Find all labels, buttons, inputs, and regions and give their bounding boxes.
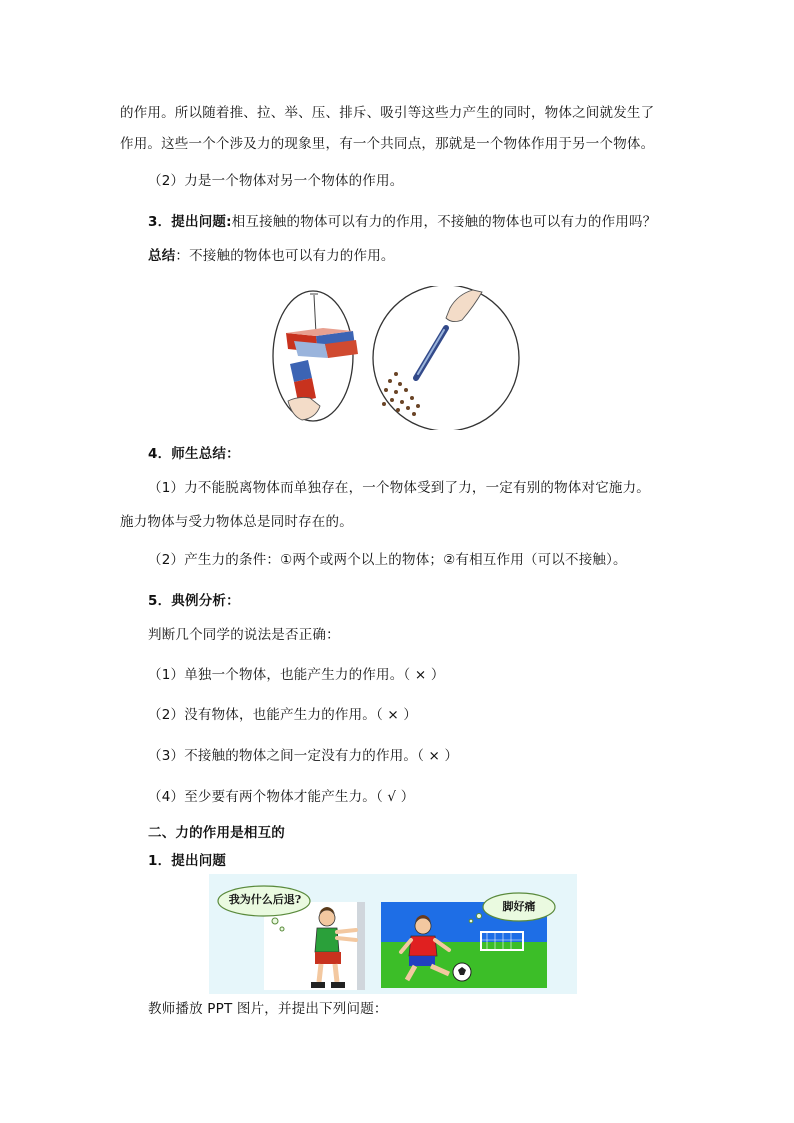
part-2-sub-heading: 1．提出问题 (148, 853, 227, 869)
section-number: 3． (148, 214, 172, 230)
section-3-question (148, 212, 656, 232)
section-5-title: 5．典例分析： (148, 593, 240, 609)
list-item: （4）至少要有两个物体才能产生力。（ √ ） (148, 789, 415, 805)
part-2-heading: 二、力的作用是相互的 (148, 825, 285, 841)
list-item: （3）不接触的物体之间一定没有力的作用。（ × ） (148, 748, 459, 764)
paragraph-line: （2）力是一个物体对另一个物体的作用。 (148, 173, 404, 189)
list-item: （2）没有物体，也能产生力的作用。（ × ） (148, 707, 418, 723)
closing-line: 教师播放 PPT 图片，并提出下列问题： (148, 1001, 388, 1017)
bubble-text-right: 脚好痛 (502, 900, 536, 913)
magnet-illustration (268, 286, 524, 430)
right-circle (373, 286, 519, 430)
list-item: （1）单独一个物体，也能产生力的作用。（ × ） (148, 667, 445, 683)
soccer-ball-icon (453, 963, 471, 981)
summary-label: 总结 (148, 248, 176, 264)
paragraph-line: 的作用。所以随着推、拉、举、压、排斥、吸引等这些力产生的同时，物体之间就发生了 (120, 105, 655, 121)
paragraph-line: （1）力不能脱离物体而单独存在，一个物体受到了力，一定有别的物体对它施力。 (148, 480, 650, 496)
section-5-intro: 判断几个同学的说法是否正确： (148, 627, 340, 643)
wall (357, 902, 365, 990)
cartoon-illustration (209, 874, 577, 994)
paragraph-line: 作用。这些一个个涉及力的现象里，有一个共同点，那就是一个物体作用于另一个物体。 (120, 136, 655, 152)
bubble-text-left: 我为什么后退? (228, 893, 302, 906)
section-label: 提出问题: (171, 214, 232, 230)
section-3-summary (148, 246, 395, 266)
section-4-title: 4．师生总结： (148, 446, 240, 462)
summary-text: ：不接触的物体也可以有力的作用。 (175, 248, 395, 264)
paragraph-line: （2）产生力的条件：①两个或两个以上的物体；②有相互作用（可以不接触）。 (148, 552, 627, 568)
section-text: 相互接触的物体可以有力的作用，不接触的物体也可以有力的作用吗？ (231, 214, 657, 230)
paragraph-line: 施力物体与受力物体总是同时存在的。 (120, 514, 353, 530)
